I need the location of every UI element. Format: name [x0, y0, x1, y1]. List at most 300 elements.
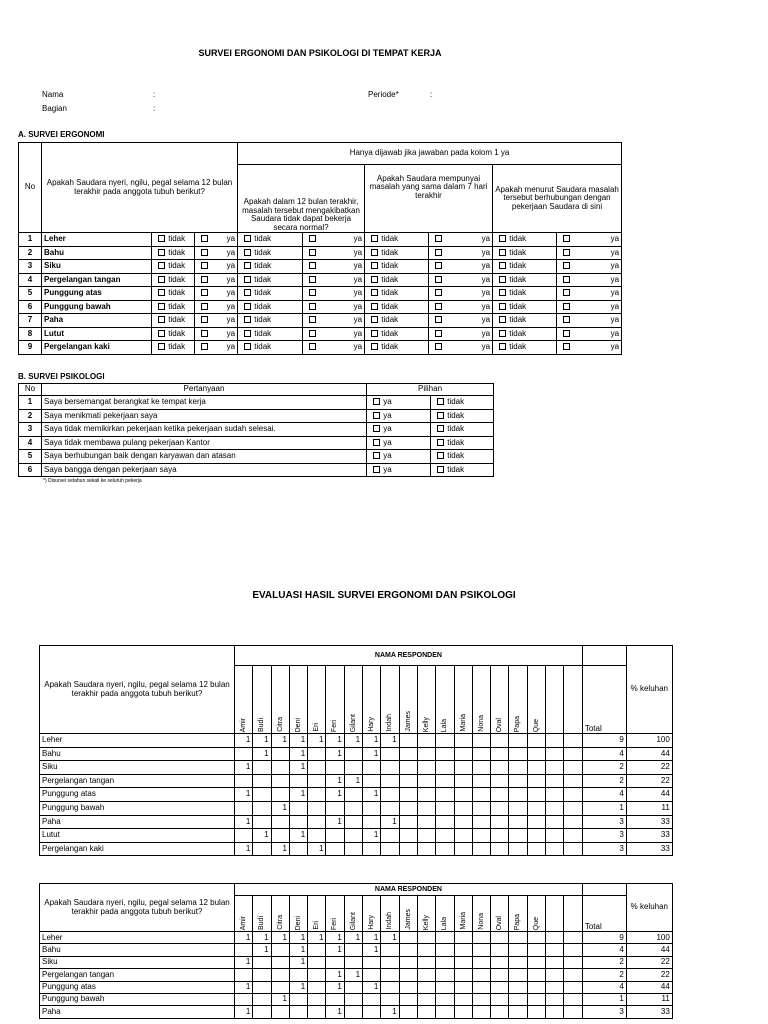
body-part-label: Bahu — [40, 944, 235, 956]
option-tidak[interactable]: tidak — [493, 300, 557, 314]
checkbox-icon[interactable] — [158, 276, 165, 283]
option-tidak[interactable]: tidak — [238, 287, 303, 301]
option-tidak[interactable]: tidak — [365, 273, 429, 287]
checkbox-icon[interactable] — [158, 330, 165, 337]
option-ya[interactable]: ya — [303, 233, 365, 247]
complaint-mark — [509, 932, 527, 944]
ergonomi-section-title: A. SURVEI ERGONOMI — [18, 130, 105, 139]
complaint-mark — [253, 993, 271, 1005]
option-ya[interactable]: ya — [557, 273, 622, 287]
complaint-mark — [344, 944, 362, 956]
checkbox-icon[interactable] — [563, 235, 570, 242]
complaint-mark — [253, 801, 271, 815]
respondent-name: Nona — [472, 896, 490, 932]
body-part-label: Siku — [42, 260, 152, 274]
complaint-mark — [491, 747, 509, 761]
option-ya[interactable]: ya — [367, 463, 431, 477]
complaint-mark — [454, 956, 472, 968]
checkbox-icon[interactable] — [435, 343, 442, 350]
checkbox-icon[interactable] — [499, 343, 506, 350]
checkbox-icon[interactable] — [563, 316, 570, 323]
total-header: Total — [582, 666, 626, 734]
option-tidak[interactable]: tidak — [238, 300, 303, 314]
complaint-mark — [399, 944, 417, 956]
checkbox-icon[interactable] — [437, 466, 444, 473]
complaint-mark — [527, 944, 545, 956]
option-ya[interactable]: ya — [303, 273, 365, 287]
complaint-mark — [344, 761, 362, 775]
checkbox-icon[interactable] — [435, 249, 442, 256]
checkbox-icon[interactable] — [158, 262, 165, 269]
complaint-mark — [271, 1006, 289, 1018]
option-tidak[interactable]: tidak — [431, 436, 494, 450]
evaluasi-table — [39, 883, 673, 1019]
option-tidak[interactable]: tidak — [493, 341, 557, 355]
body-part-label: Paha — [42, 314, 152, 328]
complaint-mark — [417, 747, 435, 761]
evaluasi-row — [40, 842, 673, 856]
psikologi-row — [19, 396, 494, 410]
complaint-mark — [399, 829, 417, 843]
complaint-mark — [454, 829, 472, 843]
option-tidak[interactable]: tidak — [152, 314, 195, 328]
option-tidak[interactable]: tidak — [152, 260, 195, 274]
option-tidak[interactable]: tidak — [152, 300, 195, 314]
checkbox-icon[interactable] — [309, 235, 316, 242]
complaint-mark — [564, 1006, 582, 1018]
complaint-mark — [308, 829, 326, 843]
complaint-mark — [527, 993, 545, 1005]
complaint-mark — [271, 981, 289, 993]
option-tidak[interactable]: tidak — [365, 327, 429, 341]
checkbox-icon[interactable] — [437, 425, 444, 432]
option-tidak[interactable]: tidak — [365, 341, 429, 355]
body-part-label: Leher — [42, 233, 152, 247]
option-tidak[interactable]: tidak — [431, 396, 494, 410]
nama-colon: : — [153, 90, 156, 99]
option-ya[interactable]: ya — [429, 260, 493, 274]
option-ya[interactable]: ya — [303, 314, 365, 328]
complaint-mark — [546, 969, 564, 981]
option-ya[interactable]: ya — [303, 300, 365, 314]
ergonomi-row — [19, 341, 622, 355]
evaluasi-row — [40, 801, 673, 815]
evaluasi-title: EVALUASI HASIL SURVEI ERGONOMI DAN PSIKOLOGI — [252, 590, 516, 601]
complaint-mark — [436, 815, 454, 829]
option-ya[interactable]: ya — [367, 409, 431, 423]
option-ya[interactable]: ya — [195, 260, 238, 274]
option-tidak[interactable]: tidak — [365, 260, 429, 274]
complaint-mark — [454, 1006, 472, 1018]
checkbox-icon[interactable] — [158, 289, 165, 296]
complaint-mark — [472, 981, 490, 993]
option-tidak[interactable]: tidak — [238, 233, 303, 247]
checkbox-icon[interactable] — [244, 303, 251, 310]
checkbox-icon[interactable] — [437, 439, 444, 446]
option-ya[interactable]: ya — [195, 246, 238, 260]
complaint-mark — [527, 734, 545, 748]
option-ya[interactable]: ya — [557, 327, 622, 341]
respondent-name: James — [399, 896, 417, 932]
complaint-mark — [436, 932, 454, 944]
checkbox-icon[interactable] — [499, 289, 506, 296]
checkbox-icon[interactable] — [244, 343, 251, 350]
complaint-mark — [546, 829, 564, 843]
evaluasi-question-header: Apakah Saudara nyeri, ngilu, pegal selama 12 bulan terakhir pada anggota tubuh berikut? — [40, 646, 235, 734]
checkbox-icon[interactable] — [201, 303, 208, 310]
option-ya[interactable]: ya — [367, 423, 431, 437]
complaint-mark: 1 — [253, 829, 271, 843]
complaint-mark — [308, 788, 326, 802]
checkbox-icon[interactable] — [499, 316, 506, 323]
complaint-mark — [253, 774, 271, 788]
option-tidak[interactable]: tidak — [493, 260, 557, 274]
checkbox-icon[interactable] — [244, 235, 251, 242]
checkbox-icon[interactable] — [201, 235, 208, 242]
checkbox-icon[interactable] — [499, 330, 506, 337]
option-tidak[interactable]: tidak — [152, 273, 195, 287]
checkbox-icon[interactable] — [435, 330, 442, 337]
complaint-mark — [399, 801, 417, 815]
respondent-name: Gilant — [344, 896, 362, 932]
row-number: 1 — [19, 233, 42, 247]
option-tidak[interactable]: tidak — [493, 233, 557, 247]
row-number: 4 — [19, 273, 42, 287]
checkbox-icon[interactable] — [244, 316, 251, 323]
complaint-mark: 1 — [253, 734, 271, 748]
complaint-mark — [546, 788, 564, 802]
option-tidak[interactable]: tidak — [365, 246, 429, 260]
option-ya[interactable]: ya — [195, 287, 238, 301]
option-ya[interactable]: ya — [303, 246, 365, 260]
complaint-mark — [436, 747, 454, 761]
complaint-mark — [527, 842, 545, 856]
checkbox-icon[interactable] — [201, 249, 208, 256]
complaint-mark — [235, 969, 253, 981]
option-ya[interactable]: ya — [557, 260, 622, 274]
respondent-name: Feri — [326, 896, 344, 932]
checkbox-icon[interactable] — [435, 316, 442, 323]
total-value: 2 — [582, 761, 626, 775]
complaint-mark — [472, 956, 490, 968]
option-ya[interactable]: ya — [303, 327, 365, 341]
option-ya[interactable]: ya — [557, 341, 622, 355]
option-ya[interactable]: ya — [367, 450, 431, 464]
evaluasi-row — [40, 1006, 673, 1018]
body-part-label: Siku — [40, 761, 235, 775]
nama-responden-header: NAMA RESPONDEN — [235, 884, 583, 896]
option-tidak[interactable]: tidak — [493, 287, 557, 301]
percent-value: 44 — [626, 747, 672, 761]
complaint-mark — [271, 815, 289, 829]
complaint-mark — [326, 993, 344, 1005]
complaint-mark: 1 — [344, 734, 362, 748]
complaint-mark — [491, 761, 509, 775]
option-ya[interactable]: ya — [195, 233, 238, 247]
checkbox-icon[interactable] — [371, 276, 378, 283]
complaint-mark — [546, 774, 564, 788]
checkbox-icon[interactable] — [373, 466, 380, 473]
body-part-label: Bahu — [40, 747, 235, 761]
option-tidak[interactable]: tidak — [238, 246, 303, 260]
checkbox-icon[interactable] — [244, 262, 251, 269]
complaint-mark — [344, 993, 362, 1005]
complaint-mark — [564, 956, 582, 968]
option-tidak[interactable]: tidak — [238, 341, 303, 355]
complaint-mark — [527, 1006, 545, 1018]
nama-responden-header: NAMA RESPONDEN — [235, 646, 583, 666]
complaint-mark — [436, 956, 454, 968]
option-tidak[interactable]: tidak — [152, 327, 195, 341]
checkbox-icon[interactable] — [373, 452, 380, 459]
option-tidak[interactable]: tidak — [238, 260, 303, 274]
complaint-mark: 1 — [235, 734, 253, 748]
option-ya[interactable]: ya — [429, 327, 493, 341]
option-tidak[interactable]: tidak — [431, 423, 494, 437]
complaint-mark — [509, 801, 527, 815]
body-part-label: Lutut — [42, 327, 152, 341]
body-part-label: Bahu — [42, 246, 152, 260]
complaint-mark — [472, 815, 490, 829]
checkbox-icon[interactable] — [435, 235, 442, 242]
psikologi-row — [19, 423, 494, 437]
checkbox-icon[interactable] — [244, 276, 251, 283]
option-ya[interactable]: ya — [429, 341, 493, 355]
complaint-mark: 1 — [289, 734, 307, 748]
complaint-mark — [472, 761, 490, 775]
checkbox-icon[interactable] — [499, 276, 506, 283]
checkbox-icon[interactable] — [309, 316, 316, 323]
complaint-mark — [564, 747, 582, 761]
checkbox-icon[interactable] — [435, 303, 442, 310]
checkbox-icon[interactable] — [373, 412, 380, 419]
option-ya[interactable]: ya — [195, 273, 238, 287]
psikologi-choice-header: Pilihan — [367, 384, 494, 396]
complaint-mark — [527, 981, 545, 993]
option-tidak[interactable]: tidak — [365, 233, 429, 247]
checkbox-icon[interactable] — [201, 343, 208, 350]
option-tidak[interactable]: tidak — [238, 314, 303, 328]
checkbox-icon[interactable] — [371, 316, 378, 323]
option-ya[interactable]: ya — [195, 327, 238, 341]
complaint-mark: 1 — [326, 981, 344, 993]
checkbox-icon[interactable] — [437, 452, 444, 459]
complaint-mark — [509, 993, 527, 1005]
checkbox-icon[interactable] — [499, 235, 506, 242]
option-tidak[interactable]: tidak — [152, 287, 195, 301]
checkbox-icon[interactable] — [563, 343, 570, 350]
checkbox-icon[interactable] — [309, 330, 316, 337]
checkbox-icon[interactable] — [563, 276, 570, 283]
complaint-mark — [271, 774, 289, 788]
ergonomi-table — [18, 142, 622, 355]
checkbox-icon[interactable] — [563, 289, 570, 296]
ergonomi-row — [19, 287, 622, 301]
psikologi-row — [19, 463, 494, 477]
checkbox-icon[interactable] — [563, 330, 570, 337]
complaint-mark — [527, 969, 545, 981]
complaint-mark — [344, 842, 362, 856]
checkbox-icon[interactable] — [244, 249, 251, 256]
complaint-mark — [308, 747, 326, 761]
option-tidak[interactable]: tidak — [493, 314, 557, 328]
complaint-mark — [491, 842, 509, 856]
checkbox-icon[interactable] — [371, 343, 378, 350]
option-ya[interactable]: ya — [557, 246, 622, 260]
complaint-mark — [509, 788, 527, 802]
option-ya[interactable]: ya — [195, 341, 238, 355]
option-tidak[interactable]: tidak — [431, 450, 494, 464]
option-ya[interactable]: ya — [429, 314, 493, 328]
periode-colon: : — [430, 90, 433, 99]
option-ya[interactable]: ya — [557, 314, 622, 328]
complaint-mark — [564, 761, 582, 775]
option-ya[interactable]: ya — [557, 300, 622, 314]
option-tidak[interactable]: tidak — [431, 463, 494, 477]
complaint-mark — [271, 761, 289, 775]
option-tidak[interactable]: tidak — [152, 246, 195, 260]
option-ya[interactable]: ya — [195, 314, 238, 328]
checkbox-icon[interactable] — [373, 425, 380, 432]
checkbox-icon[interactable] — [371, 262, 378, 269]
checkbox-icon[interactable] — [563, 303, 570, 310]
checkbox-icon[interactable] — [435, 289, 442, 296]
checkbox-icon[interactable] — [201, 289, 208, 296]
checkbox-icon[interactable] — [201, 276, 208, 283]
option-ya[interactable]: ya — [429, 233, 493, 247]
complaint-mark — [491, 969, 509, 981]
complaint-mark — [472, 842, 490, 856]
body-part-label: Punggung atas — [42, 287, 152, 301]
checkbox-icon[interactable] — [309, 289, 316, 296]
checkbox-icon[interactable] — [437, 412, 444, 419]
checkbox-icon[interactable] — [158, 303, 165, 310]
percent-value: 22 — [626, 774, 672, 788]
respondent-name: Citra — [271, 666, 289, 734]
body-part-label: Leher — [40, 932, 235, 944]
option-ya[interactable]: ya — [367, 396, 431, 410]
option-ya[interactable]: ya — [429, 287, 493, 301]
checkbox-icon[interactable] — [309, 343, 316, 350]
complaint-mark — [491, 956, 509, 968]
option-ya[interactable]: ya — [195, 300, 238, 314]
option-tidak[interactable]: tidak — [493, 327, 557, 341]
checkbox-icon[interactable] — [371, 303, 378, 310]
option-tidak[interactable]: tidak — [238, 273, 303, 287]
option-tidak[interactable]: tidak — [365, 300, 429, 314]
complaint-mark — [564, 829, 582, 843]
option-ya[interactable]: ya — [303, 341, 365, 355]
option-tidak[interactable]: tidak — [431, 409, 494, 423]
option-tidak[interactable]: tidak — [238, 327, 303, 341]
option-ya[interactable]: ya — [557, 287, 622, 301]
percent-value: 11 — [626, 801, 672, 815]
checkbox-icon[interactable] — [371, 330, 378, 337]
complaint-mark — [399, 747, 417, 761]
checkbox-icon[interactable] — [309, 303, 316, 310]
checkbox-icon[interactable] — [563, 249, 570, 256]
checkbox-icon[interactable] — [158, 249, 165, 256]
checkbox-icon[interactable] — [309, 276, 316, 283]
checkbox-icon[interactable] — [437, 398, 444, 405]
row-number: 5 — [19, 287, 42, 301]
respondent-name: Papa — [509, 666, 527, 734]
complaint-mark: 1 — [271, 932, 289, 944]
complaint-mark — [509, 747, 527, 761]
psikologi-question-header: Pertanyaan — [42, 384, 367, 396]
option-ya[interactable]: ya — [429, 273, 493, 287]
checkbox-icon[interactable] — [244, 330, 251, 337]
option-ya[interactable]: ya — [557, 233, 622, 247]
checkbox-icon[interactable] — [435, 276, 442, 283]
checkbox-icon[interactable] — [371, 289, 378, 296]
respondent-name: Amir — [235, 896, 253, 932]
complaint-mark: 1 — [381, 1006, 399, 1018]
option-tidak[interactable]: tidak — [493, 273, 557, 287]
complaint-mark — [454, 932, 472, 944]
checkbox-icon[interactable] — [201, 262, 208, 269]
complaint-mark — [546, 734, 564, 748]
checkbox-icon[interactable] — [158, 316, 165, 323]
checkbox-icon[interactable] — [563, 262, 570, 269]
checkbox-icon[interactable] — [373, 398, 380, 405]
percent-value: 33 — [626, 842, 672, 856]
complaint-mark — [363, 761, 381, 775]
option-tidak[interactable]: tidak — [152, 341, 195, 355]
respondent-name: Eri — [308, 896, 326, 932]
option-ya[interactable]: ya — [367, 436, 431, 450]
evaluasi-row — [40, 734, 673, 748]
checkbox-icon[interactable] — [244, 289, 251, 296]
row-number: 3 — [19, 260, 42, 274]
psikologi-section-title: B. SURVEI PSIKOLOGI — [18, 372, 105, 381]
checkbox-icon[interactable] — [201, 330, 208, 337]
evaluasi-row — [40, 788, 673, 802]
checkbox-icon[interactable] — [309, 262, 316, 269]
checkbox-icon[interactable] — [499, 249, 506, 256]
checkbox-icon[interactable] — [499, 303, 506, 310]
complaint-mark — [308, 944, 326, 956]
nama-label: Nama — [42, 90, 64, 99]
ergonomi-q2-header: Apakah dalam 12 bulan terakhir, masalah tersebut mengakibatkan Saudara tidak dapat bekerja secara normal? — [238, 165, 365, 233]
checkbox-icon[interactable] — [371, 235, 378, 242]
respondent-name: Maria — [454, 896, 472, 932]
checkbox-icon[interactable] — [309, 249, 316, 256]
option-ya[interactable]: ya — [429, 246, 493, 260]
checkbox-icon[interactable] — [158, 343, 165, 350]
complaint-mark — [417, 815, 435, 829]
option-ya[interactable]: ya — [303, 260, 365, 274]
psikologi-row — [19, 450, 494, 464]
option-tidak[interactable]: tidak — [365, 287, 429, 301]
checkbox-icon[interactable] — [371, 249, 378, 256]
option-tidak[interactable]: tidak — [365, 314, 429, 328]
complaint-mark: 1 — [235, 1006, 253, 1018]
checkbox-icon[interactable] — [201, 316, 208, 323]
option-ya[interactable]: ya — [429, 300, 493, 314]
complaint-mark — [454, 761, 472, 775]
complaint-mark: 1 — [235, 981, 253, 993]
option-tidak[interactable]: tidak — [152, 233, 195, 247]
complaint-mark — [399, 774, 417, 788]
checkbox-icon[interactable] — [435, 262, 442, 269]
option-ya[interactable]: ya — [303, 287, 365, 301]
checkbox-icon[interactable] — [158, 235, 165, 242]
option-tidak[interactable]: tidak — [493, 246, 557, 260]
complaint-mark — [344, 788, 362, 802]
checkbox-icon[interactable] — [373, 439, 380, 446]
checkbox-icon[interactable] — [499, 262, 506, 269]
